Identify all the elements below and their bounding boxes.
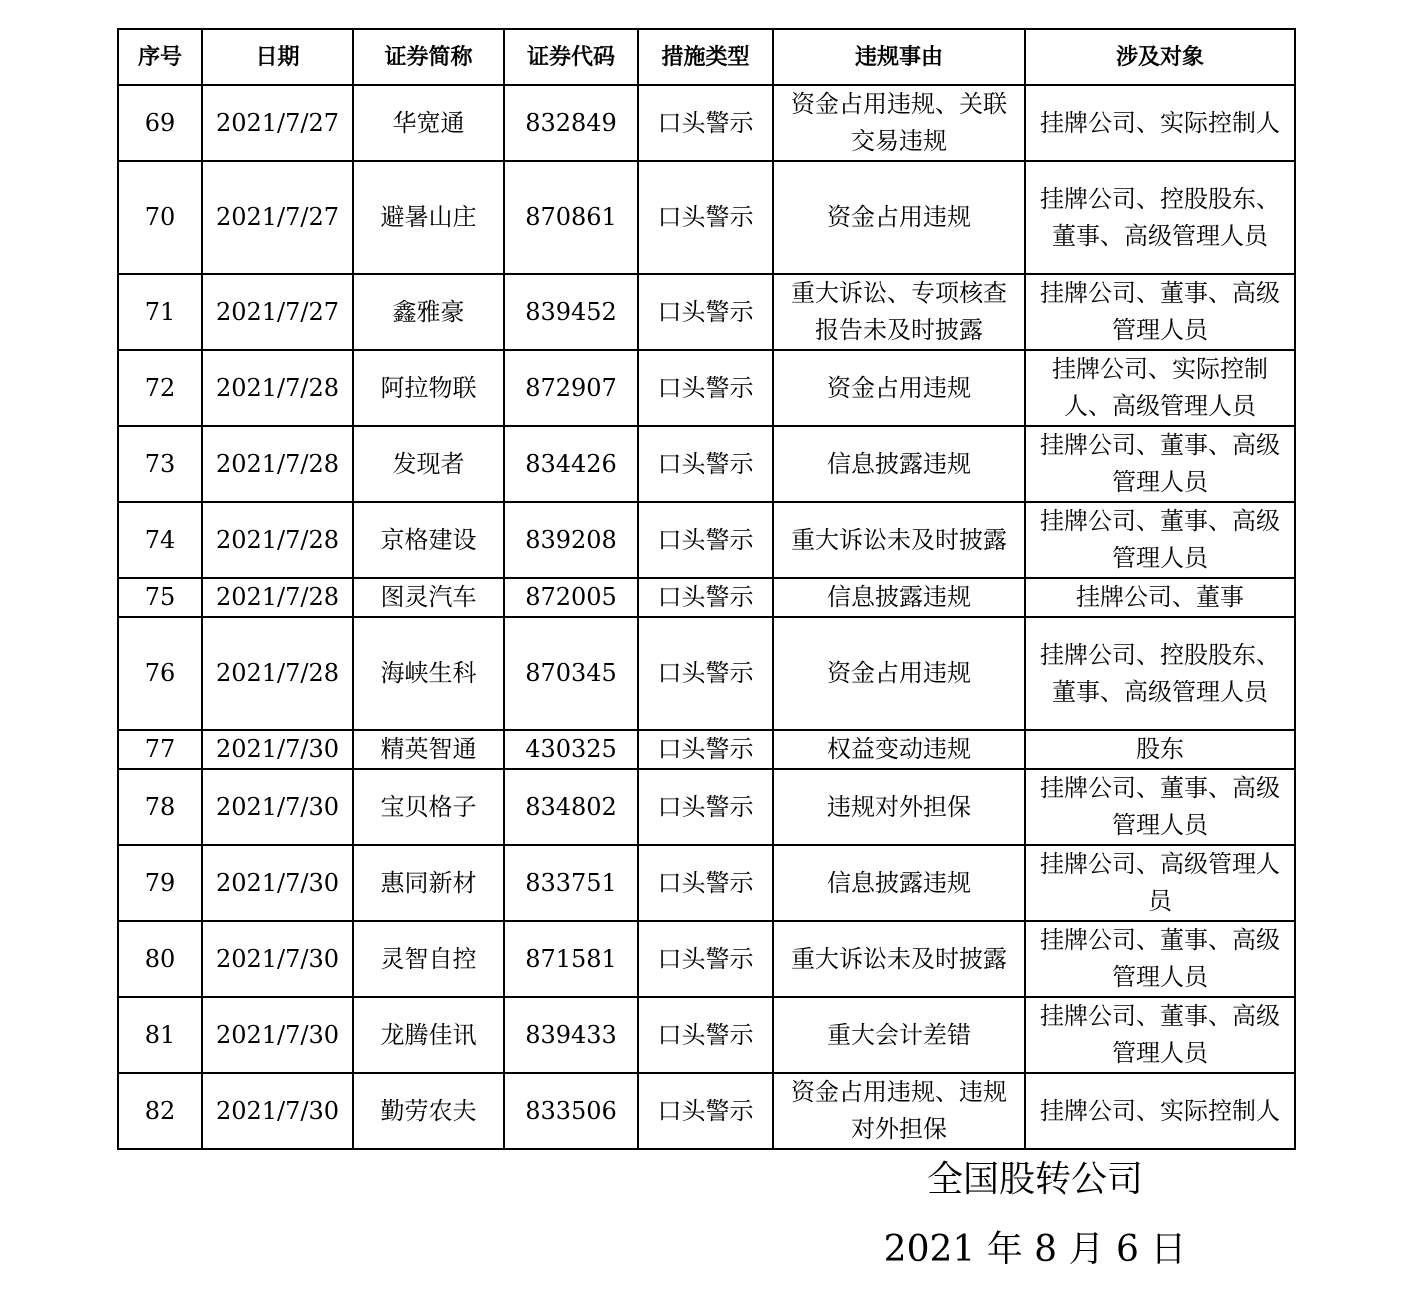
header-violation-reason: 违规事由	[773, 29, 1025, 85]
cell-security-code: 834802	[504, 769, 638, 845]
cell-measure-type: 口头警示	[638, 85, 773, 161]
cell-security-name: 精英智通	[353, 730, 504, 769]
cell-measure-type: 口头警示	[638, 769, 773, 845]
cell-measure-type: 口头警示	[638, 617, 773, 730]
table-row	[118, 617, 1295, 730]
signature-organization: 全国股转公司	[926, 1159, 1143, 1200]
cell-date: 2021/7/30	[202, 921, 353, 997]
cell-involved-parties: 挂牌公司、董事、高级管理人员	[1025, 921, 1295, 997]
cell-violation-reason: 重大诉讼未及时披露	[773, 921, 1025, 997]
cell-measure-type: 口头警示	[638, 1073, 773, 1149]
cell-involved-parties: 挂牌公司、实际控制人、高级管理人员	[1025, 350, 1295, 426]
cell-violation-reason: 信息披露违规	[773, 578, 1025, 617]
cell-date: 2021/7/27	[202, 161, 353, 274]
table-row	[118, 426, 1295, 502]
cell-security-name: 勤劳农夫	[353, 1073, 504, 1149]
table-row	[118, 997, 1295, 1073]
header-index: 序号	[118, 29, 202, 85]
cell-violation-reason: 资金占用违规、关联交易违规	[773, 85, 1025, 161]
cell-security-name: 发现者	[353, 426, 504, 502]
cell-date: 2021/7/28	[202, 502, 353, 578]
cell-measure-type: 口头警示	[638, 730, 773, 769]
cell-security-name: 海峡生科	[353, 617, 504, 730]
table-row	[118, 578, 1295, 617]
cell-security-code: 834426	[504, 426, 638, 502]
cell-security-code: 839433	[504, 997, 638, 1073]
cell-security-code: 870345	[504, 617, 638, 730]
table-row	[118, 274, 1295, 350]
cell-security-name: 龙腾佳讯	[353, 997, 504, 1073]
cell-violation-reason: 信息披露违规	[773, 845, 1025, 921]
cell-security-code: 872005	[504, 578, 638, 617]
cell-security-name: 宝贝格子	[353, 769, 504, 845]
cell-security-name: 京格建设	[353, 502, 504, 578]
cell-measure-type: 口头警示	[638, 921, 773, 997]
header-measure-type: 措施类型	[638, 29, 773, 85]
cell-involved-parties: 挂牌公司、实际控制人	[1025, 85, 1295, 161]
table-row	[118, 161, 1295, 274]
cell-index: 76	[118, 617, 202, 730]
cell-involved-parties: 挂牌公司、高级管理人员	[1025, 845, 1295, 921]
cell-date: 2021/7/30	[202, 845, 353, 921]
cell-date: 2021/7/30	[202, 769, 353, 845]
cell-index: 72	[118, 350, 202, 426]
cell-date: 2021/7/30	[202, 997, 353, 1073]
table-row	[118, 502, 1295, 578]
cell-security-name: 鑫雅豪	[353, 274, 504, 350]
cell-date: 2021/7/28	[202, 350, 353, 426]
cell-security-code: 833751	[504, 845, 638, 921]
cell-date: 2021/7/28	[202, 617, 353, 730]
cell-measure-type: 口头警示	[638, 502, 773, 578]
cell-measure-type: 口头警示	[638, 350, 773, 426]
header-date: 日期	[202, 29, 353, 85]
cell-security-code: 430325	[504, 730, 638, 769]
cell-index: 80	[118, 921, 202, 997]
cell-measure-type: 口头警示	[638, 997, 773, 1073]
cell-involved-parties: 挂牌公司、董事	[1025, 578, 1295, 617]
table-row	[118, 1073, 1295, 1149]
cell-index: 74	[118, 502, 202, 578]
cell-security-name: 避暑山庄	[353, 161, 504, 274]
table-row	[118, 845, 1295, 921]
cell-measure-type: 口头警示	[638, 426, 773, 502]
cell-security-code: 832849	[504, 85, 638, 161]
cell-index: 79	[118, 845, 202, 921]
cell-measure-type: 口头警示	[638, 578, 773, 617]
cell-index: 82	[118, 1073, 202, 1149]
cell-index: 73	[118, 426, 202, 502]
cell-security-name: 灵智自控	[353, 921, 504, 997]
table-row	[118, 769, 1295, 845]
cell-index: 71	[118, 274, 202, 350]
cell-index: 78	[118, 769, 202, 845]
header-security-code: 证券代码	[504, 29, 638, 85]
cell-involved-parties: 挂牌公司、董事、高级管理人员	[1025, 502, 1295, 578]
cell-measure-type: 口头警示	[638, 161, 773, 274]
cell-measure-type: 口头警示	[638, 845, 773, 921]
cell-involved-parties: 挂牌公司、董事、高级管理人员	[1025, 769, 1295, 845]
cell-involved-parties: 挂牌公司、控股股东、董事、高级管理人员	[1025, 617, 1295, 730]
cell-measure-type: 口头警示	[638, 274, 773, 350]
cell-index: 81	[118, 997, 202, 1073]
penalty-table	[117, 28, 1296, 1150]
cell-violation-reason: 重大诉讼、专项核查报告未及时披露	[773, 274, 1025, 350]
table-row	[118, 350, 1295, 426]
cell-involved-parties: 挂牌公司、董事、高级管理人员	[1025, 997, 1295, 1073]
cell-violation-reason: 资金占用违规、违规对外担保	[773, 1073, 1025, 1149]
cell-involved-parties: 挂牌公司、董事、高级管理人员	[1025, 274, 1295, 350]
cell-date: 2021/7/27	[202, 274, 353, 350]
cell-violation-reason: 权益变动违规	[773, 730, 1025, 769]
cell-violation-reason: 违规对外担保	[773, 769, 1025, 845]
cell-involved-parties: 挂牌公司、控股股东、董事、高级管理人员	[1025, 161, 1295, 274]
cell-violation-reason: 重大诉讼未及时披露	[773, 502, 1025, 578]
cell-index: 70	[118, 161, 202, 274]
cell-violation-reason: 资金占用违规	[773, 161, 1025, 274]
table-row	[118, 85, 1295, 161]
cell-date: 2021/7/30	[202, 730, 353, 769]
cell-security-name: 惠同新材	[353, 845, 504, 921]
cell-violation-reason: 信息披露违规	[773, 426, 1025, 502]
signature-date: 2021 年 8 月 6 日	[883, 1229, 1187, 1270]
header-security-name: 证券简称	[353, 29, 504, 85]
cell-security-code: 839208	[504, 502, 638, 578]
cell-date: 2021/7/27	[202, 85, 353, 161]
cell-security-name: 阿拉物联	[353, 350, 504, 426]
cell-index: 77	[118, 730, 202, 769]
cell-involved-parties: 挂牌公司、实际控制人	[1025, 1073, 1295, 1149]
cell-involved-parties: 挂牌公司、董事、高级管理人员	[1025, 426, 1295, 502]
cell-security-name: 图灵汽车	[353, 578, 504, 617]
cell-violation-reason: 重大会计差错	[773, 997, 1025, 1073]
table-row	[118, 921, 1295, 997]
cell-involved-parties: 股东	[1025, 730, 1295, 769]
cell-security-code: 871581	[504, 921, 638, 997]
cell-violation-reason: 资金占用违规	[773, 350, 1025, 426]
cell-date: 2021/7/28	[202, 426, 353, 502]
cell-violation-reason: 资金占用违规	[773, 617, 1025, 730]
cell-security-code: 872907	[504, 350, 638, 426]
table-row	[118, 730, 1295, 769]
cell-date: 2021/7/28	[202, 578, 353, 617]
cell-date: 2021/7/30	[202, 1073, 353, 1149]
table-header-row	[118, 29, 1295, 85]
cell-security-code: 833506	[504, 1073, 638, 1149]
cell-index: 75	[118, 578, 202, 617]
cell-security-code: 870861	[504, 161, 638, 274]
cell-index: 69	[118, 85, 202, 161]
cell-security-code: 839452	[504, 274, 638, 350]
header-involved-parties: 涉及对象	[1025, 29, 1295, 85]
cell-security-name: 华宽通	[353, 85, 504, 161]
